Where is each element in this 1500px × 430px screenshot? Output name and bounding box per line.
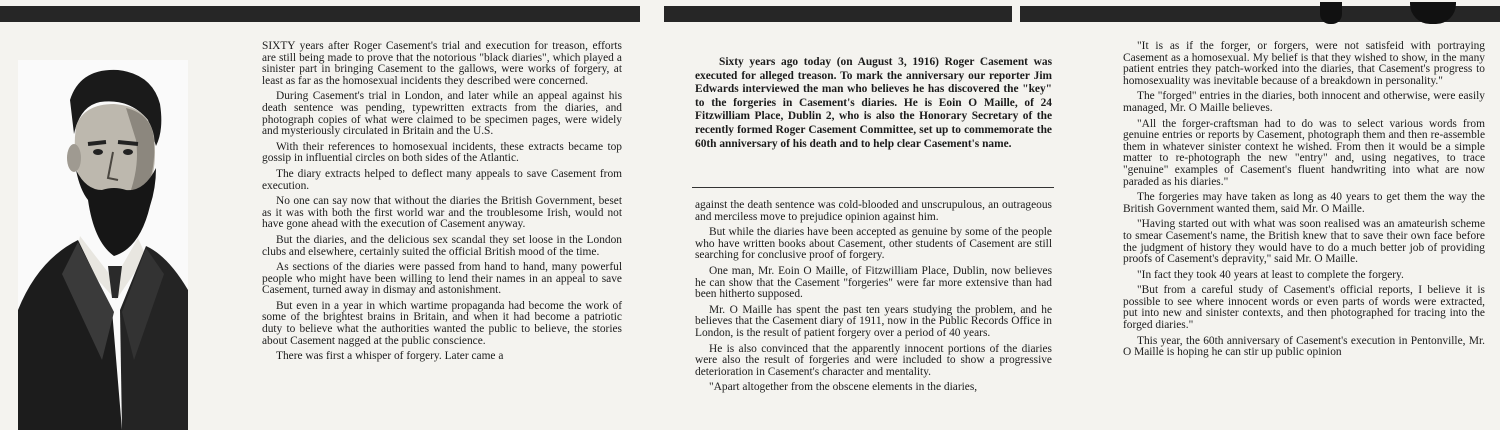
article-intro: Sixty years ago today (on August 3, 1916) Roger Casement was executed for alleged treason. To mark the anniversary our reporter Jim Edwards interviewed the man who believes he has discovered the "key" to the forgeries in Casement's diaries. He is Eoin O Maille, of 24 Fitzwilliam Place, Dublin 2, who is also the Honorary Secretary of the recently formed Roger Casement Committee, set up to commemorate the 60th anniversary of his death and to help clear Casement's name. xyxy=(695,56,1052,150)
paragraph: Mr. O Maille has spent the past ten years studying the problem, and he believes that the Casement diary of 1911, now in the Public Records Office in London, is the result of patient forgery over a period of 40 years. xyxy=(695,303,1052,339)
paragraph: The forgeries may have taken as long as 40 years to get them the way the British Government wanted them, said Mr. O Maille. xyxy=(1123,191,1485,215)
paragraph: "In fact they took 40 years at least to complete the forgery. xyxy=(1137,268,1404,281)
paragraph: He is also convinced that the apparently innocent portions of the diaries were also the result of forgeries and were included to show a progressive deterioration in Casement's character and mentality. xyxy=(695,342,1052,378)
paragraph: But while the diaries have been accepted as genuine by some of the people who have written books about Casement, other students of Casement are still searching for conclusive proof of forgery. xyxy=(695,226,1052,262)
paragraph: The diary extracts helped to deflect many appeals to save Casement from execution. xyxy=(262,167,622,192)
paragraph: This year, the 60th anniversary of Casement's execution in Pentonville, Mr. O Maille is hoping he can stir up public opinion xyxy=(1123,334,1485,359)
paragraph: against the death sentence was cold-blooded and unscrupulous, an outrageous and merciless move to prejudice opinion against him. xyxy=(695,199,1052,223)
article-column-1 xyxy=(262,41,622,367)
headline-banner xyxy=(0,6,1500,22)
paragraph: As sections of the diaries were passed from hand to hand, many powerful people who might have been willing to lend their names in an appeal to save Casement, turned away in dismay and astonishment. xyxy=(262,261,622,297)
paragraph: The "forged" entries in the diaries, both innocent and otherwise, were easily managed, Mr. O Maille believes. xyxy=(1123,90,1485,114)
article-column-3 xyxy=(1123,41,1485,363)
paragraph: "Apart altogether from the obscene elements in the diaries, xyxy=(709,381,978,394)
divider-rule xyxy=(692,187,1054,188)
paragraph: With their references to homosexual incidents, these extracts became top gossip in influential circles on both sides of the Atlantic. xyxy=(262,140,622,165)
portrait-illustration xyxy=(18,60,188,430)
portrait-photo xyxy=(18,60,188,430)
paragraph: During Casement's trial in London, and later while an appeal against his death sentence was pending, typewritten extracts from the diaries, and photograph copies of what were claimed to be specimen pages, were widely and mysteriously circulated in Britain and the U.S. xyxy=(262,90,622,138)
paragraph: But even in a year in which wartime propaganda had become the work of some of the brightest brains in Britain, and when it had become a patriotic duty to believe what the authorities wanted the public to believe, the stories about Casement nagged at the public conscience. xyxy=(262,299,622,347)
paragraph: One man, Mr. Eoin O Maille, of Fitzwilliam Place, Dublin, now believes he can show that the Casement "forgeries" were far more extensive than had been hitherto supposed. xyxy=(695,264,1052,301)
paragraph: "All the forger-craftsman had to do was to select various words from genuine entries or reports by Casement, photograph them and then re-assemble them in whatever sinister context he wished. From then it would be a simple matter to re-photograph the new "entry" and, using negatives, to trace "genuine" examples of Casement's fluent handwriting into what are now paraded as his diaries." xyxy=(1123,117,1485,188)
paragraph: SIXTY years after Roger Casement's trial and execution for treason, efforts are still being made to prove that the notorious "black diaries", which played a sinister part in bringing Casement to the gallows, were works of forgery, at least as far as the homosexual incidents they described were concerned. xyxy=(262,40,622,87)
paragraph: But the diaries, and the delicious sex scandal they set loose in the London clubs and elsewhere, certainly suited the official British mood of the time. xyxy=(262,233,622,258)
paragraph: There was first a whisper of forgery. Later came a xyxy=(276,350,504,363)
paragraph: "It is as if the forger, or forgers, were not satisfeid with portraying Casement as a homosexual. My belief is that they wished to show, in the many patient entries they patch-worked into the diaries, that Casement's progress to homosexuality was inevitable because of a breakdown in personality." xyxy=(1123,40,1485,87)
paragraph: "But from a careful study of Casement's official reports, I believe it is possible to see where innocent words or even parts of words were extracted, put into new and sinister contexts, and then photographed for tracing into the forged diaries." xyxy=(1123,284,1485,332)
paragraph: No one can say now that without the diaries the British Government, beset as it was with both the first world war and the troublesome Irish, would not have gone ahead with the execution of Casement anyway. xyxy=(262,195,622,231)
paragraph: "Having started out with what was soon realised was an amateurish scheme to smear Casement's name, the British knew that to save their own face before the judgment of history they would have to do a much better job of providing proofs of Casement's depravity," said Mr. O Maille. xyxy=(1123,218,1485,266)
article-column-2 xyxy=(695,200,1052,398)
